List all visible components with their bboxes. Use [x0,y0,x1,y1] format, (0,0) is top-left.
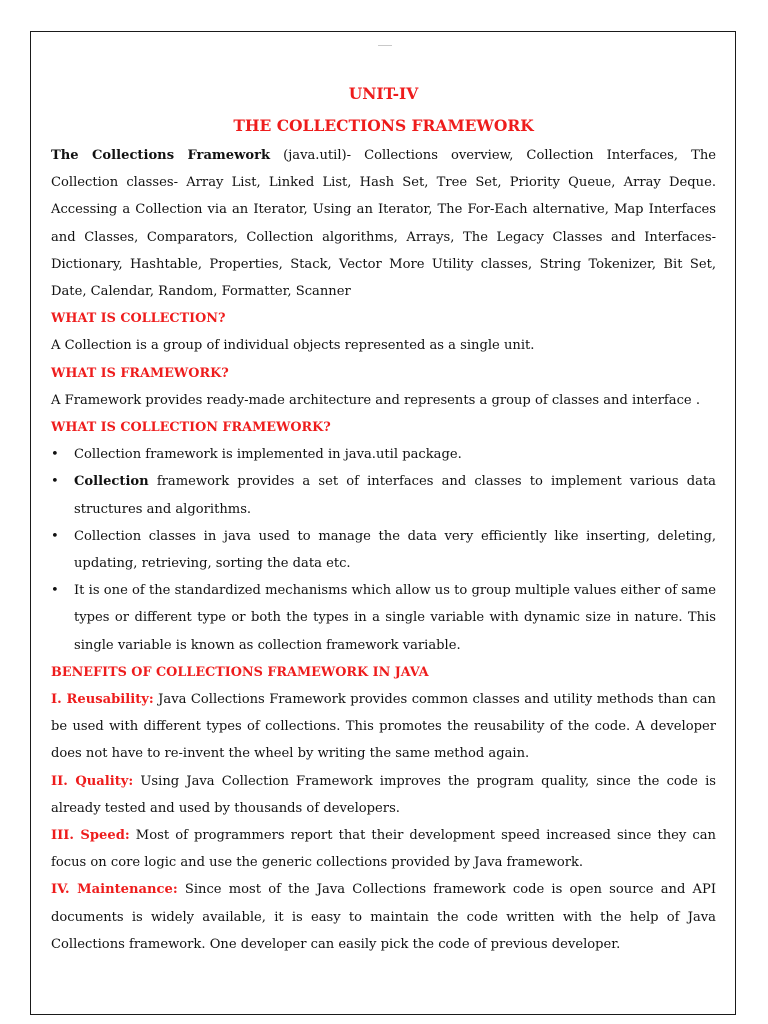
chapter-title: THE COLLECTIONS FRAMEWORK [233,116,534,135]
benefit-text: Since most of the Java Collections framework code is open source and API documents is widely available, it is easy to maintain the code written with the help of Java Collections framework. One developer can easily pick the code of previous developer. [51,882,716,952]
intro-bold: The Collections Framework [51,148,271,163]
list-item [51,441,716,468]
bullet-text: Collection framework is implemented in java.util package. [74,447,462,463]
bullet-icon: • [51,447,59,463]
bullet-text: Collection classes in java used to manage the data very efficiently like inserting, deleting, updating, retrieving, sorting the data etc. [74,528,716,572]
benefit-label: II. Quality: [51,773,134,789]
bullet-text: It is one of the standardized mechanisms which allow us to group multiple values either of same types or different type or both the types in a single variable with dynamic size in nature. This single variable is known as collection framework variable. [74,583,716,653]
list-item [51,468,716,522]
heading-what-is-collection: WHAT IS COLLECTION? [51,311,226,327]
framework-definition: A Framework provides ready-made architecture and represents a group of classes and interface . [51,392,700,408]
bullet-bold: Collection [74,474,149,490]
list-item [51,523,716,577]
benefit-label: III. Speed: [51,828,130,844]
heading-what-is-framework: WHAT IS FRAMEWORK? [51,365,229,381]
bullet-icon: • [51,474,59,490]
benefit-label: IV. Maintenance: [51,882,178,898]
document-page [30,31,736,1015]
benefit-text: Using Java Collection Framework improves the program quality, since the code is already tested and used by thousands of developers. [51,773,717,816]
unit-title: UNIT-IV [348,84,419,103]
header-divider [378,45,392,46]
benefit-quality [51,768,716,822]
collection-definition: A Collection is a group of individual objects represented as a single unit. [51,338,535,354]
benefit-maintenance [51,876,716,958]
benefit-label: I. Reusability: [51,692,154,708]
benefit-speed [51,822,716,876]
bullet-icon: • [51,528,59,544]
intro-text: (java.util)- Collections overview, Collection Interfaces, The Collection classes- Array List, Linked List, Hash Set, Tree Set, Priority Queue, Array Deque. Accessing a Collection via an Iterator, Using an Iterator, The For-Each alternative, Map Interfaces and Classes, Comparators, Collection algorithms, Arrays, The Legacy Classes and Interfaces- Dictionary, Hashtable, Properties, Stack, Vector More Utility classes, String Tokenizer, Bit Set, Date, Calendar, Random, Formatter, Scanner [51,148,717,300]
intro-paragraph [51,142,716,305]
document-content [51,78,716,958]
bullet-icon: • [51,583,59,599]
bullet-text: framework provides a set of interfaces and classes to implement various data structures and algorithms. [74,474,716,517]
benefit-reusability [51,686,716,768]
benefit-text: Java Collections Framework provides common classes and utility methods than can be used with different types of collections. This promotes the reusability of the code. A developer does not have to re-invent the wheel by writing the same method again. [51,692,716,762]
heading-benefits: BENEFITS OF COLLECTIONS FRAMEWORK IN JAVA [51,664,429,680]
heading-what-is-collection-framework: WHAT IS COLLECTION FRAMEWORK? [51,420,331,436]
collection-framework-list [51,441,716,659]
list-item [51,577,716,659]
benefit-text: Most of programmers report that their development speed increased since they can focus on core logic and use the generic collections provided by Java framework. [51,828,716,871]
